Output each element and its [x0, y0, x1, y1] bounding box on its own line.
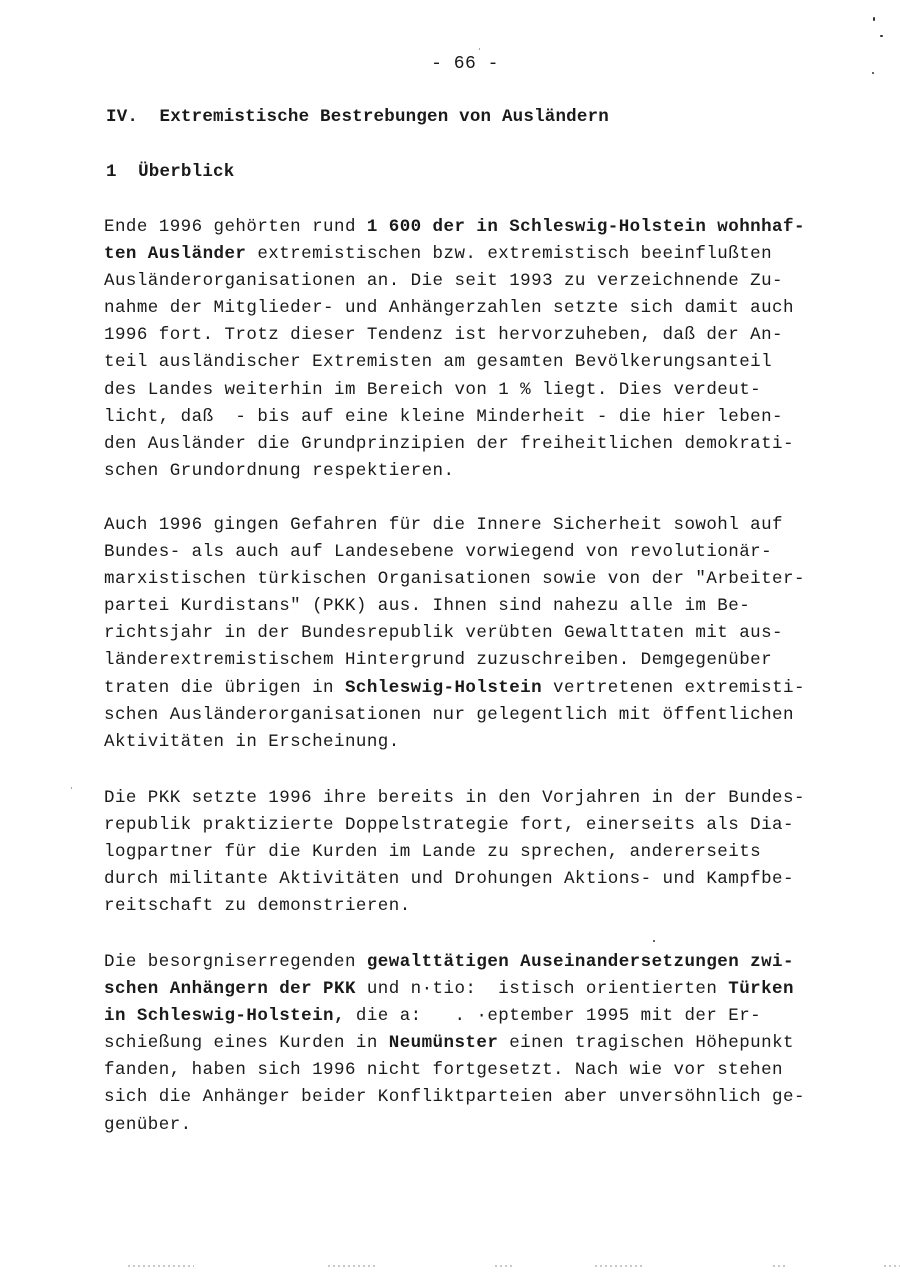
- text-run: licht, daß - bis auf eine kleine Minderheit - die hier leben-: [104, 406, 784, 427]
- text-run: schießung eines Kurden in: [104, 1033, 389, 1054]
- scan-speck: [653, 940, 655, 942]
- text-run: Ausländerorganisationen an. Die seit 1993 zu verzeichnende Zu-: [104, 271, 784, 292]
- text-line: [104, 566, 834, 593]
- text-run: des Landes weiterhin im Bereich von 1 % liegt. Dies verdeut-: [104, 379, 762, 400]
- text-line: [104, 785, 834, 812]
- scan-edge-artifact: [773, 1265, 785, 1267]
- text-run: einen tragischen Höhepunkt: [498, 1033, 794, 1054]
- paragraph-threats: [104, 512, 834, 756]
- text-line: [104, 512, 834, 539]
- text-run: und n·tio: istisch orientierten: [355, 979, 729, 1000]
- paragraph-conflicts: [104, 949, 834, 1139]
- text-run: logpartner für die Kurden im Lande zu sprechen, andererseits: [104, 842, 762, 863]
- bold-text-run: in Schleswig-Holstein,: [104, 1006, 345, 1027]
- text-run: fanden, haben sich 1996 nicht fortgesetzt. Nach wie vor stehen: [104, 1060, 784, 1081]
- text-line: [104, 1057, 834, 1084]
- text-line: [104, 893, 834, 920]
- text-line: [104, 593, 834, 620]
- scan-edge-artifact: [128, 1265, 194, 1267]
- paragraph-overview: [104, 214, 834, 485]
- scan-speck: [71, 787, 72, 789]
- paragraph-pkk-strategy: [104, 785, 834, 920]
- text-run: durch militante Aktivitäten und Drohungen Aktions- und Kampfbe-: [104, 869, 794, 890]
- bold-text-run: Schleswig-Holstein: [344, 677, 543, 698]
- text-line: [104, 620, 834, 647]
- text-line: [104, 349, 834, 376]
- text-line: [104, 702, 834, 729]
- text-run: 1996 fort. Trotz dieser Tendenz ist hervorzuheben, daß der An-: [104, 325, 784, 346]
- text-line: [104, 268, 834, 295]
- bold-text-run: ten Ausländer: [104, 244, 247, 265]
- text-run: republik praktizierte Doppelstrategie fort, einerseits als Dia-: [104, 815, 794, 836]
- scan-edge-artifact: [328, 1265, 376, 1267]
- text-line: [104, 1030, 834, 1057]
- text-run: schen Ausländerorganisationen nur gelegentlich mit öffentlichen: [104, 704, 794, 725]
- text-line: [104, 729, 834, 756]
- text-line: [104, 949, 834, 976]
- text-line: [104, 404, 834, 431]
- text-line: [104, 214, 834, 241]
- page-number: - 66 -: [431, 54, 499, 74]
- text-run: schen Grundordnung respektieren.: [104, 460, 455, 481]
- text-line: [104, 241, 834, 268]
- text-run: partei Kurdistans" (PKK) aus. Ihnen sind nahezu alle im Be-: [104, 596, 751, 617]
- text-run: die a: . ·eptember 1995 mit der Er-: [344, 1006, 762, 1027]
- bold-text-run: gewalttätigen Auseinandersetzungen zwi-: [366, 952, 794, 972]
- bold-text-run: Neumünster: [388, 1033, 499, 1054]
- text-line: [104, 322, 834, 349]
- scan-edge-artifact: [595, 1265, 643, 1267]
- text-line: [104, 839, 834, 866]
- text-line: [104, 647, 834, 674]
- subsection-heading: 1 Überblick: [106, 162, 235, 182]
- text-run: Aktivitäten in Erscheinung.: [104, 731, 400, 752]
- text-run: genüber.: [104, 1114, 192, 1135]
- text-line: [104, 866, 834, 893]
- text-line: [104, 1003, 834, 1030]
- text-line: [104, 812, 834, 839]
- text-line: [104, 431, 834, 458]
- scan-edge-artifact: [884, 1265, 900, 1267]
- text-run: Auch 1996 gingen Gefahren für die Innere Sicherheit sowohl auf: [104, 515, 784, 535]
- bold-text-run: 1 600 der in Schleswig-Holstein wohnhaf-: [366, 217, 805, 237]
- text-run: teil ausländischer Extremisten am gesamten Bevölkerungsanteil: [104, 352, 773, 373]
- text-run: extremistischen bzw. extremistisch beeinflußten: [246, 244, 773, 265]
- text-line: [104, 675, 834, 702]
- scan-speck: [880, 35, 883, 37]
- text-line: [104, 458, 834, 485]
- text-line: [104, 539, 834, 566]
- bold-text-run: Türken: [728, 979, 794, 1000]
- text-run: nahme der Mitglieder- und Anhängerzahlen setzte sich damit auch: [104, 298, 794, 319]
- text-run: länderextremistischem Hintergrund zuzuschreiben. Demgegenüber: [104, 650, 773, 671]
- bold-text-run: schen Anhängern der PKK: [104, 979, 356, 1000]
- text-run: Ende 1996 gehörten rund: [104, 217, 367, 237]
- text-line: [104, 1112, 834, 1139]
- text-run: reitschaft zu demonstrieren.: [104, 896, 411, 917]
- text-line: [104, 1084, 834, 1111]
- scan-speck: [873, 17, 875, 21]
- text-line: [104, 377, 834, 404]
- scan-speck: [479, 48, 480, 50]
- text-run: Die PKK setzte 1996 ihre bereits in den Vorjahren in der Bundes-: [104, 788, 805, 808]
- text-run: richtsjahr in der Bundesrepublik verübten Gewalttaten mit aus-: [104, 623, 784, 644]
- text-run: traten die übrigen in: [104, 677, 345, 698]
- scan-speck: [872, 72, 874, 74]
- text-line: [104, 976, 834, 1003]
- text-run: Bundes- als auch auf Landesebene vorwiegend von revolutionär-: [104, 542, 773, 563]
- text-run: vertretenen extremisti-: [542, 677, 805, 698]
- text-run: sich die Anhänger beider Konfliktparteien aber unversöhnlich ge-: [104, 1087, 805, 1108]
- text-line: [104, 295, 834, 322]
- text-run: Die besorgniserregenden: [104, 952, 367, 972]
- text-run: den Ausländer die Grundprinzipien der freiheitlichen demokrati-: [104, 433, 794, 454]
- scan-edge-artifact: [495, 1265, 513, 1267]
- text-run: marxistischen türkischen Organisationen sowie von der "Arbeiter-: [104, 569, 805, 590]
- section-heading: IV. Extremistische Bestrebungen von Ausländern: [106, 107, 609, 127]
